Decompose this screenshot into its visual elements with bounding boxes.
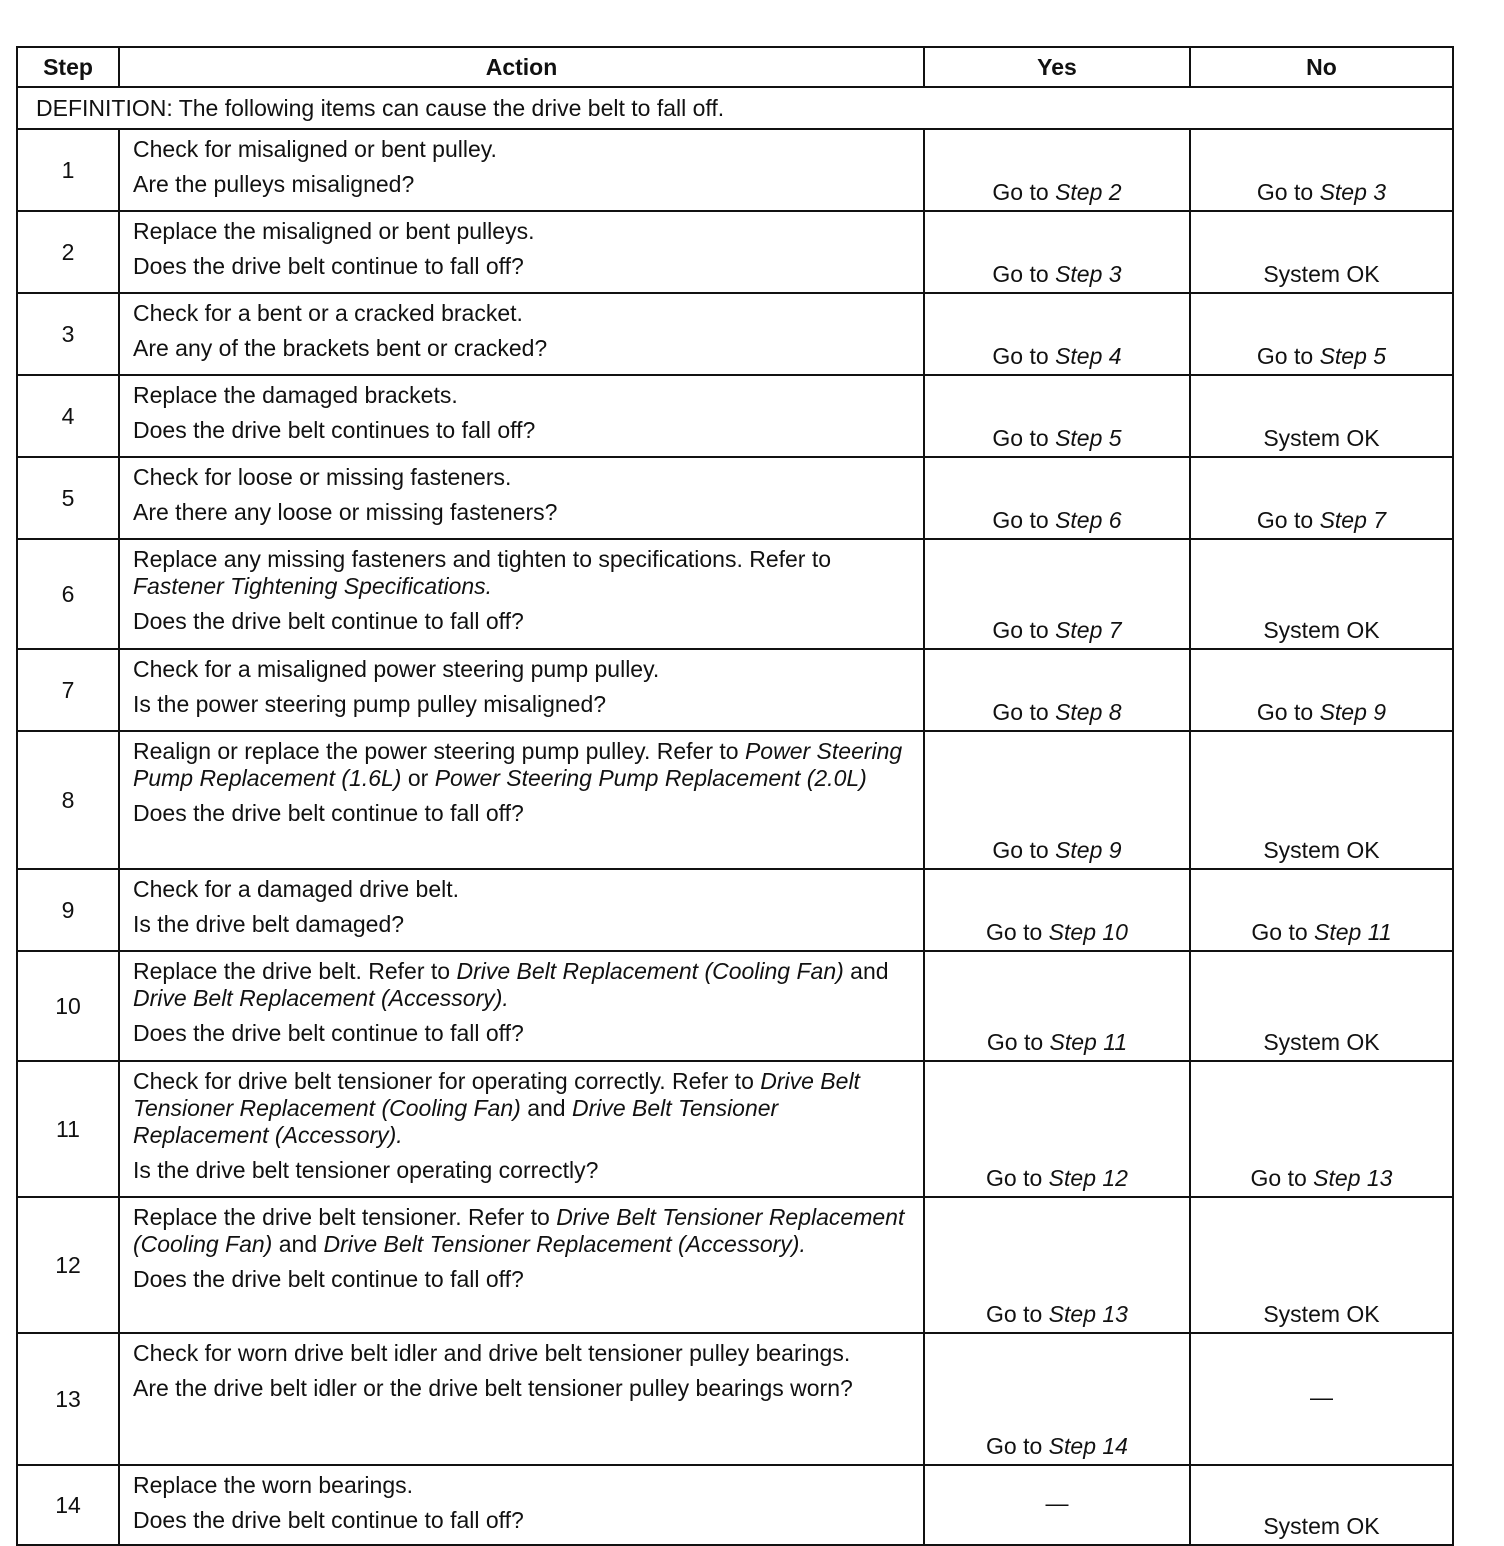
instruction-text — [133, 958, 913, 1012]
yes-cell — [924, 869, 1190, 951]
go-to-label: Go to — [986, 1029, 1044, 1055]
action-cell — [119, 649, 924, 731]
yes-cell — [924, 731, 1190, 869]
header-step: Step — [17, 47, 119, 87]
go-to-label: Go to — [992, 837, 1049, 863]
question-text: Are there any loose or missing fasteners? — [133, 499, 558, 525]
no-step-link[interactable]: Step 9 — [1319, 699, 1387, 725]
instruction-part: and — [520, 1095, 572, 1121]
table-row — [17, 129, 1453, 211]
yes-step-link[interactable]: Step 3 — [1055, 261, 1122, 287]
reference-link[interactable]: Drive Belt Tensioner Replacement (Accessory). — [323, 1231, 806, 1257]
instruction-text: Replace the worn bearings. — [133, 1472, 413, 1498]
step-number: 10 — [17, 951, 119, 1061]
reference-link[interactable]: Drive Belt Replacement (Cooling Fan) — [456, 958, 844, 984]
instruction-text: Replace the misaligned or bent pulleys. — [133, 218, 535, 244]
question-text: Is the drive belt tensioner operating correctly? — [133, 1157, 599, 1183]
reference-link[interactable]: Drive Belt Tensioner Replacement (Cooling Fan) — [133, 1068, 860, 1121]
question-text: Does the drive belt continue to fall off? — [133, 1507, 524, 1533]
header-row — [17, 47, 1453, 87]
go-to-label: Go to — [992, 343, 1049, 369]
instruction-text — [133, 546, 913, 600]
action-cell — [119, 457, 924, 539]
table-row — [17, 375, 1453, 457]
table-row — [17, 1465, 1453, 1545]
yes-step-link[interactable]: Step 11 — [1049, 1029, 1128, 1055]
table-row — [17, 457, 1453, 539]
instruction-text: Check for a misaligned power steering pump pulley. — [133, 656, 660, 682]
no-cell — [1190, 129, 1453, 211]
reference-link[interactable]: Power Steering Pump Replacement (1.6L) — [133, 738, 903, 791]
instruction-text: Replace the damaged brackets. — [133, 382, 458, 408]
action-cell — [119, 731, 924, 869]
header-yes: Yes — [924, 47, 1190, 87]
instruction-text: Check for misaligned or bent pulley. — [133, 136, 497, 162]
go-to-label: Go to — [992, 617, 1049, 643]
go-to-label: Go to — [992, 425, 1049, 451]
action-cell — [119, 1197, 924, 1333]
question-text: Is the drive belt damaged? — [133, 911, 405, 937]
no-step-link[interactable]: Step 11 — [1314, 919, 1392, 945]
yes-step-link[interactable]: Step 5 — [1055, 425, 1122, 451]
table-row — [17, 731, 1453, 869]
step-number: 5 — [17, 457, 119, 539]
instruction-text — [133, 1068, 913, 1149]
yes-step-link[interactable]: Step 9 — [1055, 837, 1122, 863]
yes-cell: — — [924, 1465, 1190, 1545]
reference-link[interactable]: Drive Belt Replacement (Accessory). — [133, 985, 509, 1011]
go-to-label: Go to — [992, 261, 1049, 287]
question-text: Does the drive belt continue to fall off? — [133, 1020, 524, 1046]
step-number: 8 — [17, 731, 119, 869]
yes-cell — [924, 951, 1190, 1061]
header-action: Action — [119, 47, 924, 87]
no-step-link[interactable]: Step 3 — [1319, 179, 1387, 205]
no-cell: System OK — [1190, 951, 1453, 1061]
table-row — [17, 539, 1453, 649]
question-text: Are the pulleys misaligned? — [133, 171, 415, 197]
step-number: 11 — [17, 1061, 119, 1197]
question-text: Does the drive belt continue to fall off? — [133, 253, 524, 279]
action-cell — [119, 1465, 924, 1545]
question-text: Does the drive belt continue to fall off? — [133, 608, 524, 634]
go-to-label: Go to — [992, 507, 1049, 533]
instruction-part: Realign or replace the power steering pump pulley. Refer to — [133, 738, 745, 764]
instruction-text: Check for a bent or a cracked bracket. — [133, 300, 523, 326]
step-number: 13 — [17, 1333, 119, 1465]
go-to-label: Go to — [1256, 179, 1314, 205]
instruction-text: Check for worn drive belt idler and drive belt tensioner pulley bearings. — [133, 1340, 851, 1366]
action-cell — [119, 1333, 924, 1465]
go-to-label: Go to — [986, 1301, 1043, 1327]
reference-link[interactable]: Drive Belt Tensioner Replacement (Accessory). — [133, 1095, 779, 1148]
yes-step-link[interactable]: Step 10 — [1048, 919, 1128, 945]
yes-step-link[interactable]: Step 6 — [1055, 507, 1122, 533]
yes-cell — [924, 1333, 1190, 1465]
no-step-link[interactable]: Step 13 — [1313, 1165, 1393, 1191]
no-step-link[interactable]: Step 5 — [1319, 343, 1387, 369]
no-cell: System OK — [1190, 731, 1453, 869]
go-to-label: Go to — [986, 1165, 1043, 1191]
action-cell — [119, 869, 924, 951]
action-cell — [119, 1061, 924, 1197]
action-cell — [119, 375, 924, 457]
reference-link[interactable]: Power Steering Pump Replacement (2.0L) — [434, 765, 867, 791]
yes-step-link[interactable]: Step 2 — [1055, 179, 1122, 205]
definition-row — [17, 87, 1453, 129]
table-row — [17, 951, 1453, 1061]
step-number: 1 — [17, 129, 119, 211]
reference-link[interactable]: Drive Belt Tensioner Replacement (Cooling Fan) — [133, 1204, 905, 1257]
no-cell: System OK — [1190, 375, 1453, 457]
go-to-label: Go to — [1256, 343, 1314, 369]
table-row — [17, 293, 1453, 375]
table-row — [17, 649, 1453, 731]
no-cell — [1190, 1061, 1453, 1197]
action-cell — [119, 539, 924, 649]
instruction-text: Check for loose or missing fasteners. — [133, 464, 512, 490]
action-cell — [119, 129, 924, 211]
question-text: Is the power steering pump pulley misaligned? — [133, 691, 607, 717]
instruction-part: Replace the drive belt tensioner. Refer to — [133, 1204, 557, 1230]
go-to-label: Go to — [1250, 1165, 1307, 1191]
yes-cell — [924, 375, 1190, 457]
step-number: 14 — [17, 1465, 119, 1545]
no-step-link[interactable]: Step 7 — [1319, 507, 1387, 533]
step-number: 2 — [17, 211, 119, 293]
step-number: 9 — [17, 869, 119, 951]
instruction-part: and — [272, 1231, 324, 1257]
instruction-part: and — [843, 958, 889, 984]
instruction-text: Check for a damaged drive belt. — [133, 876, 460, 902]
instruction-part: Replace the drive belt. Refer to — [133, 958, 457, 984]
reference-link[interactable]: Fastener Tightening Specifications. — [133, 573, 493, 599]
go-to-label: Go to — [992, 699, 1049, 725]
no-cell: System OK — [1190, 1465, 1453, 1545]
step-number: 4 — [17, 375, 119, 457]
no-cell — [1190, 293, 1453, 375]
question-text: Does the drive belt continues to fall off? — [133, 417, 536, 443]
yes-cell — [924, 211, 1190, 293]
go-to-label: Go to — [1251, 919, 1308, 945]
step-number: 6 — [17, 539, 119, 649]
table-row — [17, 1333, 1453, 1465]
go-to-label: Go to — [1256, 699, 1314, 725]
table-row — [17, 1061, 1453, 1197]
action-cell — [119, 951, 924, 1061]
step-number: 12 — [17, 1197, 119, 1333]
question-text: Does the drive belt continue to fall off? — [133, 800, 524, 826]
go-to-label: Go to — [1256, 507, 1314, 533]
table-row — [17, 211, 1453, 293]
no-cell — [1190, 457, 1453, 539]
diagnostic-table — [16, 46, 1454, 1546]
no-cell: System OK — [1190, 539, 1453, 649]
header-no: No — [1190, 47, 1453, 87]
no-cell: System OK — [1190, 1197, 1453, 1333]
yes-step-link[interactable]: Step 7 — [1055, 617, 1122, 643]
go-to-label: Go to — [986, 1433, 1043, 1459]
definition-text: DEFINITION: The following items can cause the drive belt to fall off. — [17, 87, 1453, 129]
yes-step-link[interactable]: Step 12 — [1048, 1165, 1128, 1191]
no-cell — [1190, 869, 1453, 951]
question-text: Does the drive belt continue to fall off? — [133, 1266, 524, 1292]
yes-cell — [924, 1197, 1190, 1333]
instruction-part: or — [401, 765, 435, 791]
yes-step-link[interactable]: Step 8 — [1055, 699, 1122, 725]
instruction-text — [133, 738, 913, 792]
table-row — [17, 869, 1453, 951]
step-number: 3 — [17, 293, 119, 375]
yes-cell — [924, 293, 1190, 375]
question-text: Are the drive belt idler or the drive belt tensioner pulley bearings worn? — [133, 1375, 853, 1401]
no-cell: System OK — [1190, 211, 1453, 293]
go-to-label: Go to — [992, 179, 1049, 205]
yes-cell — [924, 649, 1190, 731]
go-to-label: Go to — [986, 919, 1043, 945]
yes-step-link[interactable]: Step 13 — [1048, 1301, 1128, 1327]
yes-cell — [924, 1061, 1190, 1197]
yes-step-link[interactable]: Step 14 — [1048, 1433, 1128, 1459]
instruction-text — [133, 1204, 913, 1258]
no-cell — [1190, 649, 1453, 731]
question-text: Are any of the brackets bent or cracked? — [133, 335, 548, 361]
action-cell — [119, 211, 924, 293]
yes-cell — [924, 129, 1190, 211]
yes-step-link[interactable]: Step 4 — [1055, 343, 1122, 369]
instruction-part: Check for drive belt tensioner for operating correctly. Refer to — [133, 1068, 761, 1094]
instruction-part: Replace any missing fasteners and tighten to specifications. Refer to — [133, 546, 832, 572]
table-row — [17, 1197, 1453, 1333]
no-cell: — — [1190, 1333, 1453, 1465]
step-number: 7 — [17, 649, 119, 731]
yes-cell — [924, 539, 1190, 649]
action-cell — [119, 293, 924, 375]
yes-cell — [924, 457, 1190, 539]
